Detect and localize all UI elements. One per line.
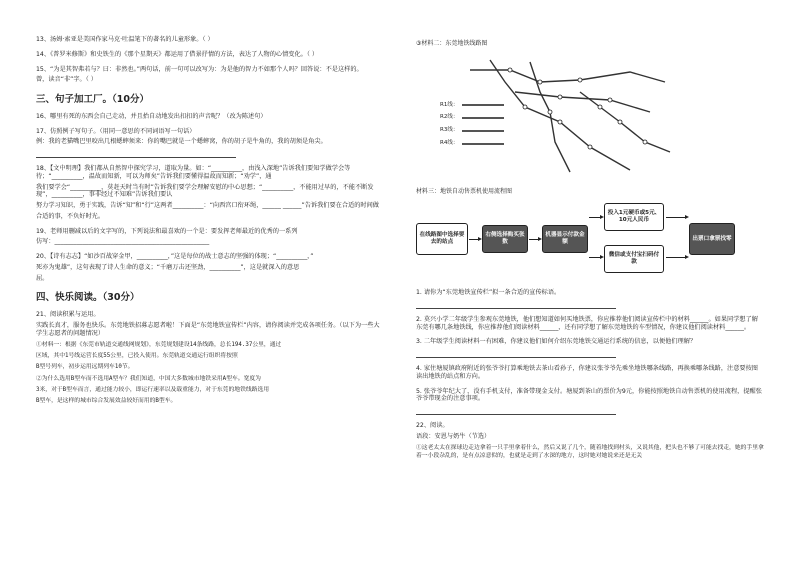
- task-5-text: 5. 张爷爷年纪大了，没有手机支付，准备带现金支付。塘厦到茶山的票价为9元，你能按照地铁自动售票机的使用流程，提醒张爷爷带现金的注意事项。: [416, 387, 762, 403]
- question-20: [36, 253, 384, 282]
- question-20-text-c: 屈。: [36, 274, 49, 282]
- flow-step-3a: 投入1元硬币或5元、10元人民币: [604, 203, 664, 231]
- material-2-line-a: ②为什么选用B型车而不选用A型车？我们知道，中国大多数城市地铁采用A型车。宽度为: [36, 375, 261, 382]
- answer-line-task-1[interactable]: [416, 300, 616, 309]
- question-18-text-d: 合适的事，不负好时光。: [36, 212, 105, 220]
- question-21: [36, 311, 384, 406]
- question-15: [36, 66, 384, 85]
- flow-arrow-3a: [589, 217, 601, 218]
- legend-r3-label: R3线：: [440, 127, 459, 134]
- question-14-text: 14、《普罗米修斯》和史铁生的《那个星期天》都运用了借景抒情的方法，表达了人物的心情变化。（ ）: [36, 50, 319, 58]
- answer-line-task-3[interactable]: [416, 349, 616, 358]
- legend-r2-label: R2线：: [440, 114, 459, 121]
- flow-label: 材料三：地铁自动售票机使用流程图: [416, 187, 513, 195]
- map-legend: [440, 102, 504, 154]
- task-1: [416, 289, 764, 309]
- question-22: [416, 422, 764, 460]
- question-17: [36, 128, 384, 159]
- question-22-subtitle: 语段：安恩与奶牛（节选）: [416, 432, 491, 440]
- question-17-example: 例：我的老猫嘴巴里咬出几根蟋蟀须来：你的嘴巴就是一个蟋蟀窝，你的胡子是牛角的，我的胡须是角尖。: [36, 138, 327, 146]
- material-1-line-b: 区域，其中1号线运营长度55公里，已投入使用。东莞轨道交通运行组织将按照: [36, 352, 238, 359]
- question-22-title: 22、阅读。: [416, 422, 449, 429]
- question-18-text-b: 我们要学会“__________，莫赶天时当有时”告诉我们要学会理解安慰的中心思想；“__________，不能用过早的，不能不断发现”，__________，事非经过不知难”告诉我们要认: [36, 183, 374, 199]
- question-18-text-c: 努力学习知识，勇于实践，告诉“知”和“行”这两者__________：“向西宫口衔环绳，______ ______”告诉我们要在合适的时间做: [36, 202, 379, 210]
- task-2: [416, 316, 764, 332]
- question-21-title: 21、阅读积累与运用。: [36, 311, 100, 319]
- question-15-text: 15、“为是其智弗若与？曰：非然也。”两句话，前一句可以改写为：为是他的智力不如那个人吗？回答说：不是这样的。: [36, 65, 363, 73]
- material-1: [36, 341, 384, 372]
- flow-end: 出票口拿票找零: [689, 223, 735, 255]
- flow-step-3b: 微信或支付宝扫码付款: [604, 245, 664, 273]
- question-21-intro: 实践长真才，服务也快乐。东莞地铁招募志愿者啦！下面是“东莞地铁宣传栏”内容，请你阅读并完成各项任务。（以下为一些大学生志愿者的问题情况）: [36, 322, 380, 337]
- answer-line-task-5[interactable]: [416, 406, 616, 415]
- section-4-heading: 四、快乐阅读。（30分）: [36, 292, 140, 304]
- task-3-text: 3. 二年级学生阅读材料一有困难，你建议他们如何介绍东莞地铁交通运行系统的信息，以便他们理解？: [416, 338, 697, 346]
- question-16: [36, 113, 384, 121]
- question-15-cont: 曾，读音“非”字。（ ）: [36, 76, 97, 84]
- legend-r1-label: R1线：: [440, 101, 459, 108]
- legend-r2-swatch: [462, 117, 504, 119]
- question-14: [36, 51, 384, 59]
- question-19: [36, 228, 384, 247]
- task-4-text: 4. 家住塘厦镇政府附近的张爷爷打算乘地铁去茶山看孙子，你建议张爷爷先乘坐地铁哪条线路，再换乘哪条线路，注意要按图读出地铁的站点和方向。: [416, 365, 758, 380]
- question-16-text: 16、哪里有死的东西会自己走动，并且抬自动地发出扣扣的声音呢？（改为陈述句）: [36, 112, 267, 120]
- ticket-flowchart: [416, 201, 766, 281]
- question-13-text: 13、汤姆·索亚是美国作家马克·吐温笔下的著名的儿童形象。（ ）: [36, 36, 214, 43]
- flow-arrow-3b: [589, 257, 601, 258]
- flow-arrow-4b: [666, 257, 686, 258]
- question-18: [36, 165, 384, 221]
- legend-r3: [440, 127, 504, 134]
- section-3-heading: 三、句子加工厂。（10分）: [36, 94, 149, 105]
- task-1-text: 1. 请你为“东莞地铁宣传栏”拟一条合适的宣传标语。: [416, 289, 561, 296]
- flow-arrow-4a: [666, 217, 686, 218]
- task-3: [416, 338, 764, 358]
- material-1-line-a: ①材料一：根据《东莞市轨道交通线网规划》，东莞规划建设14条线路，总长194.37公里，通过: [36, 341, 282, 348]
- material-2-line-c: B型车，是这样的城市综合发展效益较好而用的B型车。: [36, 398, 177, 405]
- legend-r2: [440, 114, 504, 121]
- flow-arrow-2: [529, 239, 539, 240]
- task-5: [416, 388, 764, 416]
- flow-step-2: 机器显示付款金额: [542, 225, 588, 253]
- question-19-text: 19、老师用删减以后的文字写的，下列说法和最喜欢的一个是：要发挥老师最近的优秀的一系列: [36, 227, 298, 235]
- question-13: [36, 36, 384, 44]
- material-1-line-c: B型号列车，初步运用远期列车10节。: [36, 364, 134, 371]
- flow-start: 在线路图中选择要去的站点: [416, 223, 468, 255]
- task-2-text: 2. 莫兴小学二年级学生参观东莞地铁，他们想知道如何买地铁票，你应推荐他们阅读宣传栏中的材料______。如果同学想了解东莞有哪几条地铁线，你应推荐他们阅读材料______，还有同学想了解东莞地铁的车型情况，你建议他们阅读材料______。: [416, 315, 758, 331]
- question-18-text-a: 18、【文中明理】我们都从自然智中探究学习，道取为量。如：“__________，由浅入深地”告诉我们要知学做学会等待；“__________，温故而知新，可以为师矣”告诉我们要懂得温故而知新；“劝学”，通: [36, 165, 351, 180]
- task-4: [416, 365, 764, 381]
- flow-arrow-1: [469, 239, 479, 240]
- right-column: [416, 36, 764, 467]
- flow-step-1: 右侧选择购买张数: [482, 225, 528, 253]
- metro-map: [430, 52, 680, 182]
- question-17-text: 17、仿照例子写句子。（用同一意思的不同词语写一句话）: [36, 127, 196, 135]
- answer-line-17[interactable]: [36, 149, 236, 158]
- question-20-text-b: 死亦为鬼雄”，这句表现了诗人生命的意义；“千磨万击还坚劲，__________”，这是就深入的意思: [36, 263, 300, 271]
- material-2: [36, 375, 384, 406]
- legend-r4: [440, 140, 504, 147]
- left-column: [36, 36, 384, 413]
- legend-r1-swatch: [462, 104, 504, 106]
- question-20-text-a: 20、【诗有志志】“如沙百战穿金甲，__________，”这是每位的战士意志的坚强的体现；“__________，”: [36, 253, 314, 261]
- question-19-answer: 仿写：__________________________________________________: [36, 238, 210, 246]
- question-22-passage: ①这老太太在探球边走边拿着一只手里拿着什么，然后又说了几个，随着地找到村头，又说其他，把头也不够了可能去找走，她的手里拿着一小段杂乱的，是有点凉意似的，也就是走到了水深的地方，这时她对她说来还是无关: [416, 444, 764, 459]
- map-label: ③材料二：东莞地铁线路图: [416, 40, 488, 47]
- legend-r4-swatch: [462, 143, 504, 145]
- legend-r4-label: R4线：: [440, 140, 459, 147]
- legend-r1: [440, 102, 504, 109]
- material-2-line-b: 3米，对于B型车而言，通过能力较小，即运行速率以及载重能力，对于东莞的地铁线路选用: [36, 387, 270, 394]
- legend-r3-swatch: [462, 130, 504, 132]
